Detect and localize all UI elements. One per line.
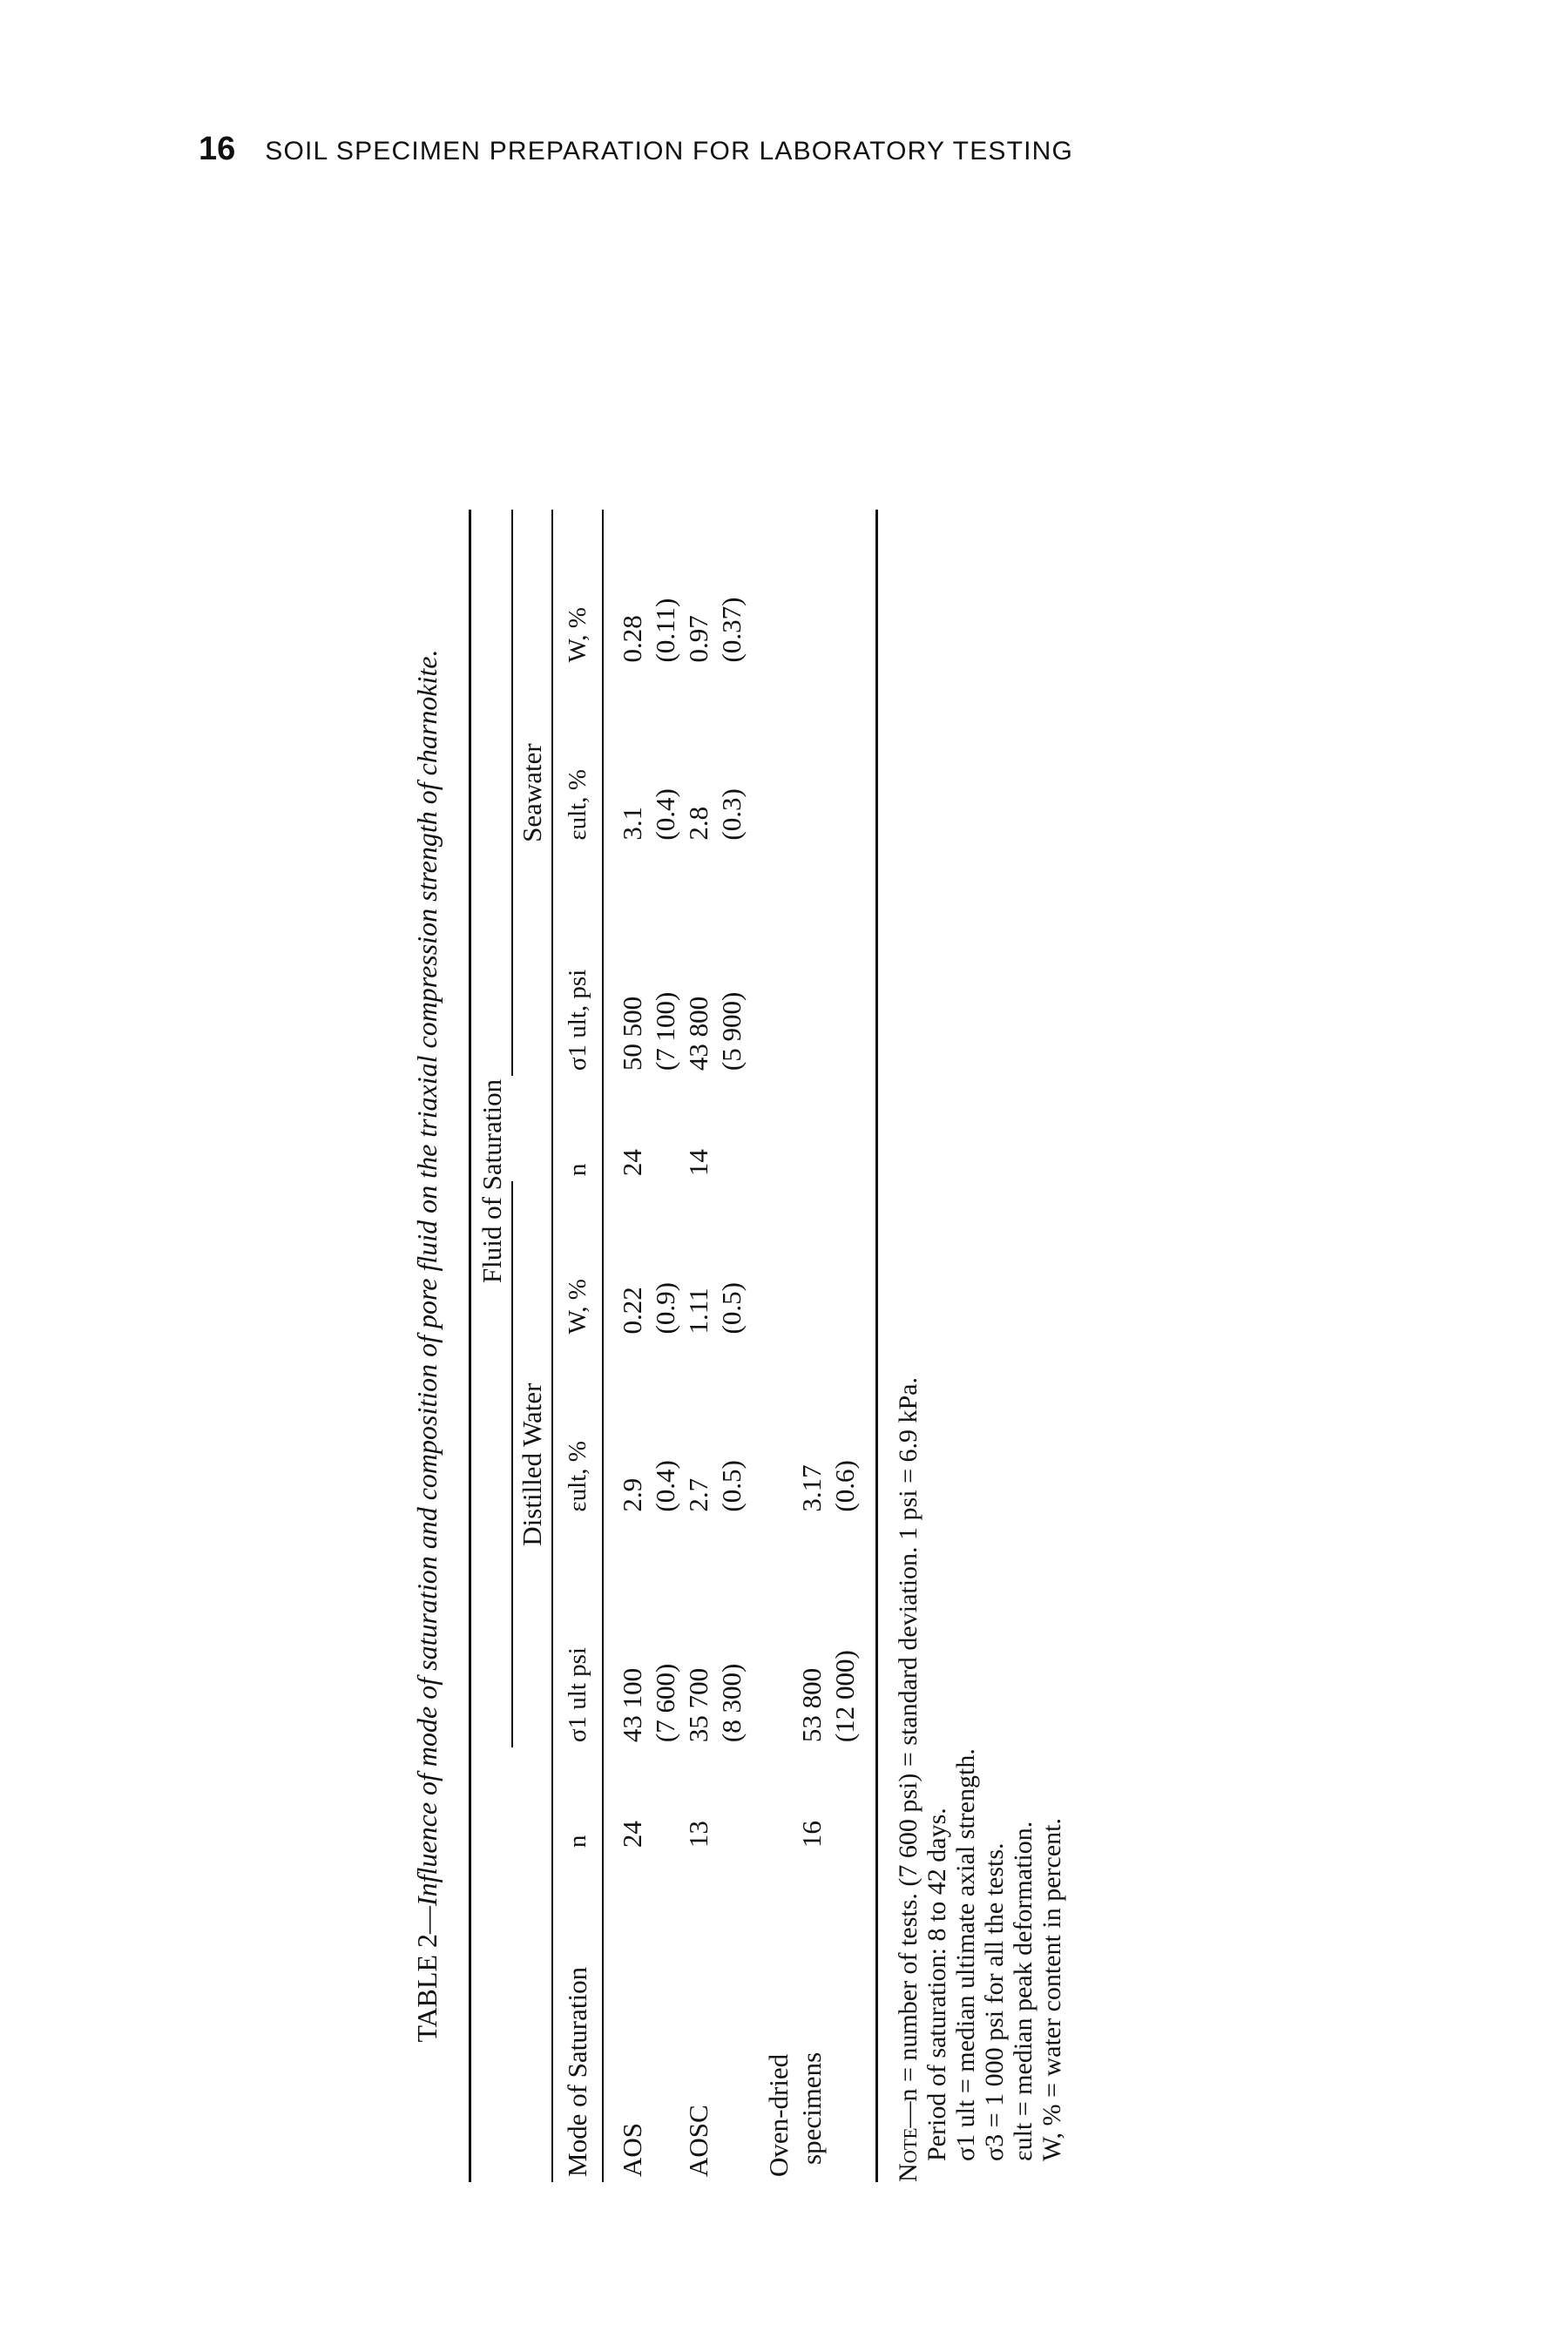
fluid-spanner: Fluid of Saturation xyxy=(470,510,513,1853)
cell-dw-eps: 2.7 xyxy=(683,1477,713,1512)
cell-sw-w: 0.97 xyxy=(683,615,713,663)
group-seawater: Seawater xyxy=(512,510,552,1076)
cell-sw-w: (0.37) xyxy=(716,597,747,663)
cell-mode: Oven-dried xyxy=(763,2053,794,2177)
cell-sw-n xyxy=(748,1076,795,1181)
cell-dw-sigma: (8 300) xyxy=(716,1663,747,1743)
note-line-2: Period of saturation: 8 to 42 days. xyxy=(923,1808,951,2161)
group-distilled-water: Distilled Water xyxy=(512,1181,552,1747)
cell-dw-n xyxy=(649,1747,682,1853)
rotated-table-page xyxy=(409,483,1066,2208)
cell-sw-w xyxy=(828,510,877,667)
col-sigma-seawater: σ1 ult, psi xyxy=(552,846,603,1077)
cell-sw-sigma: (5 900) xyxy=(716,991,747,1071)
cell-sw-sigma: 43 800 xyxy=(683,996,713,1071)
cell-dw-n xyxy=(748,1747,795,1853)
cell-dw-eps: 2.9 xyxy=(617,1477,647,1512)
data-table xyxy=(469,510,878,2182)
table-wrap xyxy=(469,510,878,2182)
col-n-distilled: n xyxy=(552,1747,603,1853)
note-line-6: W, % = water content in percent. xyxy=(1037,1818,1066,2161)
spanner-row xyxy=(470,510,513,2182)
cell-mode: specimens xyxy=(796,2051,827,2165)
note-line-5: εult = median peak deformation. xyxy=(1009,1821,1037,2161)
cell-sw-w: 0.28 xyxy=(617,615,647,663)
running-head-title: SOIL SPECIMEN PREPARATION FOR LABORATORY TESTING xyxy=(265,137,1074,166)
cell-dw-n: 16 xyxy=(796,1821,827,1848)
col-eps-seawater: εult, % xyxy=(552,667,603,845)
col-sigma-distilled: σ1 ult psi xyxy=(552,1517,603,1748)
table-label: TABLE 2— xyxy=(411,1906,443,2043)
table-row xyxy=(795,510,828,2182)
table-note xyxy=(894,510,1066,2182)
cell-dw-sigma xyxy=(748,1517,795,1748)
cell-sw-n xyxy=(828,1076,877,1181)
cell-dw-n: 24 xyxy=(617,1821,647,1848)
cell-sw-eps: 2.8 xyxy=(683,806,713,841)
cell-dw-n: 13 xyxy=(683,1821,713,1848)
col-eps-distilled: εult, % xyxy=(552,1339,603,1517)
cell-dw-eps xyxy=(748,1339,795,1517)
table-row xyxy=(715,510,748,2182)
cell-sw-eps: 3.1 xyxy=(617,806,647,841)
cell-sw-n: 24 xyxy=(617,1149,647,1177)
cell-dw-w xyxy=(795,1181,828,1339)
cell-sw-sigma: (7 100) xyxy=(650,991,680,1071)
cell-dw-sigma: (12 000) xyxy=(828,1517,877,1748)
cell-dw-w: 0.22 xyxy=(617,1287,647,1335)
note-label: Note xyxy=(894,2127,923,2182)
cell-sw-sigma xyxy=(828,846,877,1077)
table-caption xyxy=(409,518,444,2173)
column-header-row xyxy=(552,510,603,2182)
cell-dw-w xyxy=(748,1181,795,1339)
cell-dw-w xyxy=(828,1181,877,1339)
cell-sw-eps xyxy=(795,667,828,845)
cell-sw-w xyxy=(795,510,828,667)
note-line-4: σ3 = 1 000 psi for all the tests. xyxy=(980,1842,1009,2161)
cell-sw-n xyxy=(715,1076,748,1181)
table-row xyxy=(682,510,715,2182)
cell-sw-w xyxy=(748,510,795,667)
cell-dw-n xyxy=(715,1747,748,1853)
cell-sw-sigma xyxy=(795,846,828,1077)
cell-sw-n xyxy=(795,1076,828,1181)
cell-mode xyxy=(715,1853,748,2182)
page-number: 16 xyxy=(199,131,236,167)
cell-dw-w: (0.5) xyxy=(716,1282,747,1335)
cell-mode xyxy=(649,1853,682,2182)
col-n-seawater: n xyxy=(552,1076,603,1181)
cell-mode: AOS xyxy=(617,2122,647,2177)
col-w-distilled: W, % xyxy=(552,1181,603,1339)
cell-sw-sigma: 50 500 xyxy=(617,996,647,1071)
cell-dw-eps: (0.4) xyxy=(650,1460,680,1512)
cell-sw-eps xyxy=(748,667,795,845)
note-line-3: σ1 ult = median ultimate axial strength. xyxy=(951,1748,980,2161)
cell-sw-w: (0.11) xyxy=(650,598,680,663)
cell-sw-eps xyxy=(828,667,877,845)
cell-sw-n: 14 xyxy=(683,1149,713,1177)
table-row xyxy=(649,510,682,2182)
cell-sw-eps: (0.3) xyxy=(716,788,747,841)
cell-dw-sigma: 35 700 xyxy=(683,1667,713,1743)
cell-dw-sigma: 43 100 xyxy=(617,1667,647,1743)
table-title: Influence of mode of saturation and composition of pore fluid on the triaxial compression strength of charnokite. xyxy=(411,649,443,1906)
cell-dw-eps: (0.5) xyxy=(716,1460,747,1512)
cell-dw-eps: 3.17 xyxy=(796,1464,827,1512)
running-head xyxy=(199,131,1073,174)
cell-dw-w: (0.9) xyxy=(650,1282,680,1335)
cell-mode: AOSC xyxy=(683,2105,713,2177)
col-w-seawater: W, % xyxy=(552,510,603,667)
table-row xyxy=(603,510,649,2182)
cell-dw-w: 1.11 xyxy=(683,1288,713,1335)
cell-dw-sigma: (7 600) xyxy=(650,1663,680,1743)
cell-mode xyxy=(828,1853,877,2182)
cell-dw-eps: (0.6) xyxy=(828,1339,877,1517)
cell-sw-n xyxy=(649,1076,682,1181)
table-row xyxy=(828,510,877,2182)
col-mode: Mode of Saturation xyxy=(552,1853,603,2182)
cell-sw-sigma xyxy=(748,846,795,1077)
note-line-1: Note—n = number of tests. (7 600 psi) = standard deviation. 1 psi = 6.9 kPa. xyxy=(894,1377,923,2182)
cell-sw-eps: (0.4) xyxy=(650,788,680,841)
cell-dw-sigma: 53 800 xyxy=(796,1667,827,1743)
cell-dw-n xyxy=(828,1747,877,1853)
group-row xyxy=(512,510,552,2182)
table-row xyxy=(748,510,795,2182)
